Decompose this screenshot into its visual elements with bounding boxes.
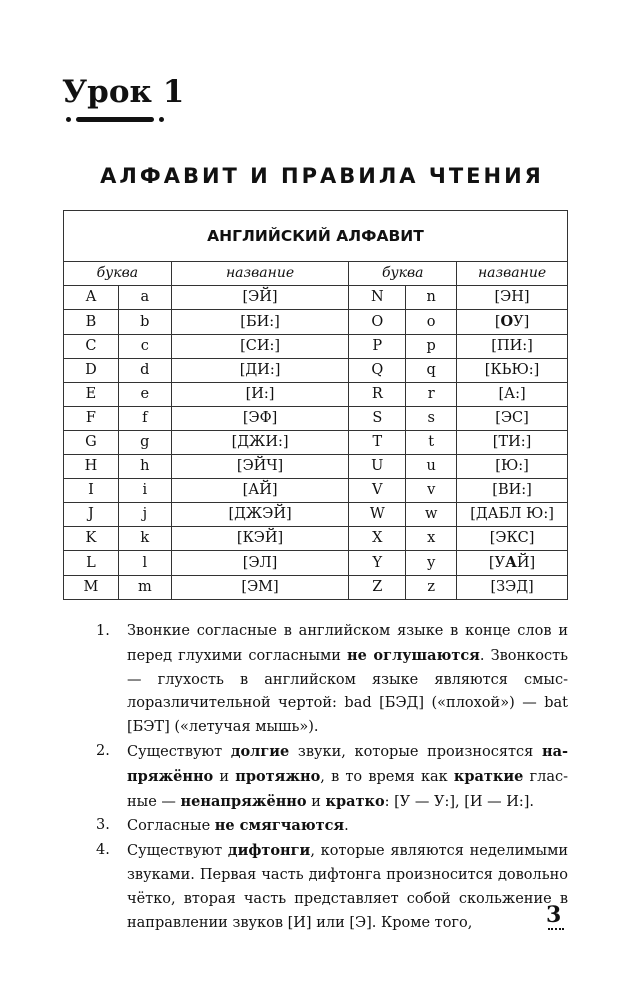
rule-emphasis: ненапряжённо [180,792,307,810]
table-row [64,407,568,431]
letter-lower: h [118,455,171,479]
rule-number: 3. [96,817,110,834]
letter-lower: u [406,455,457,479]
header-name-left: название [171,262,349,286]
section-title: АЛФАВИТ И ПРАВИЛА ЧТЕНИЯ [100,164,544,188]
letter-lower: a [118,286,171,310]
letter-lower: t [406,431,457,455]
rule-emphasis: не оглушаются [347,646,480,664]
letter-upper: L [64,551,119,576]
letter-lower: i [118,479,171,503]
letter-lower: b [118,310,171,335]
rule-emphasis: протяжно [235,767,321,785]
header-name-right: название [457,262,568,286]
rule-item [96,740,568,814]
stressed-part: А [505,554,517,571]
letter-upper: W [349,503,406,527]
table-row [64,551,568,576]
rule-emphasis: напряжённо [127,742,568,785]
letter-upper: G [64,431,119,455]
letter-upper: Q [349,359,406,383]
rule-text: Согласные [127,818,215,835]
letter-name: [ДЖИ:] [171,431,349,455]
rule-text: и [306,793,326,810]
letter-upper: F [64,407,119,431]
letter-upper: S [349,407,406,431]
rule-emphasis: долгие [230,742,290,760]
letter-name: [КЭЙ] [171,527,349,551]
letter-name: [БИ:] [171,310,349,335]
underline-dot-left [66,117,71,122]
letter-name: [АЙ] [171,479,349,503]
lesson-heading [62,72,184,132]
letter-upper: V [349,479,406,503]
letter-lower: v [406,479,457,503]
rule-text: . Звонкость — глухость в английском языке являются смыслоразличительной чертой: bad [БЭД] («плохой») — bat [БЭТ] («летучая мышь»). [127,647,569,736]
letter-upper: T [349,431,406,455]
letter-upper: P [349,335,406,359]
header-letter-right: буква [349,262,457,286]
table-row [64,503,568,527]
rule-emphasis: кратко [325,792,385,810]
letter-name: [Ю:] [457,455,568,479]
letter-upper: D [64,359,119,383]
table-caption: АНГЛИЙСКИЙ АЛФАВИТ [64,211,568,262]
lesson-title: Урок 1 [62,74,185,110]
page-number: 3 [546,902,562,928]
page-number-dots [548,928,564,933]
letter-name: [ДИ:] [171,359,349,383]
letter-upper: N [349,286,406,310]
rule-text: звуки, которые произносятся [289,743,542,760]
letter-upper: B [64,310,119,335]
table-row [64,576,568,600]
stressed-part: О [500,313,514,330]
rule-number: 1. [96,623,110,639]
letter-upper: K [64,527,119,551]
table-row [64,310,568,335]
letter-name: [ТИ:] [457,431,568,455]
letter-upper: Y [349,551,406,576]
letter-upper: U [349,455,406,479]
letter-lower: g [118,431,171,455]
letter-name: [КЬЮ:] [457,359,568,383]
letter-name: [И:] [171,383,349,407]
underline-bar [76,117,154,122]
table-caption-row [64,211,568,262]
alphabet-table [63,210,568,600]
letter-upper: A [64,286,119,310]
letter-lower: f [118,407,171,431]
letter-name: [ЭН] [457,286,568,310]
letter-lower: d [118,359,171,383]
table-row [64,286,568,310]
rules-list [96,620,568,935]
name-part: [У [488,555,506,571]
name-part: У] [513,314,530,330]
rule-text: , которые являются неделимыми звуками. Первая часть дифтонга произносится довольно чётко, вторая часть представляет собой скольжение в направлении звуков [И] или [Э]. Кроме того, [127,843,569,931]
letter-name: [ВИ:] [457,479,568,503]
table-row [64,455,568,479]
letter-lower: r [406,383,457,407]
table-row [64,383,568,407]
letter-lower: c [118,335,171,359]
letter-name: [ЭС] [457,407,568,431]
letter-lower: s [406,407,457,431]
letter-name: [ЭЙ] [171,286,349,310]
letter-lower: w [406,503,457,527]
letter-name: [ЭМ] [171,576,349,600]
letter-upper: I [64,479,119,503]
rule-text: гласные — [127,768,569,810]
lesson-underline [66,116,164,124]
letter-name: [ЭЛ] [171,551,349,576]
letter-name: [ПИ:] [457,335,568,359]
letter-name: [ДЖЭЙ] [171,503,349,527]
name-part: [ [494,314,501,330]
letter-name: [ЭКС] [457,527,568,551]
letter-name [457,551,568,576]
letter-upper: O [349,310,406,335]
letter-upper: X [349,527,406,551]
underline-dot-right [159,117,164,122]
letter-name: [ЭЙЧ] [171,455,349,479]
rule-text: Существуют [127,843,228,860]
letter-lower: z [406,576,457,600]
letter-lower: k [118,527,171,551]
rule-text: и [213,768,236,785]
table-row [64,431,568,455]
table-row [64,527,568,551]
header-letter-left: буква [64,262,172,286]
rule-text: Звонкие согласные в английском языке в конце слов и перед глухими согласными [127,623,568,664]
letter-upper: J [64,503,119,527]
letter-lower: o [406,310,457,335]
table-row [64,479,568,503]
letter-name: [ЗЭД] [457,576,568,600]
letter-lower: m [118,576,171,600]
rule-emphasis: дифтонги [227,842,311,860]
rule-emphasis: краткие [453,767,524,785]
letter-lower: q [406,359,457,383]
letter-upper: R [349,383,406,407]
rule-text: , в то время как [320,768,454,785]
letter-lower: l [118,551,171,576]
rule-item [96,814,568,839]
rule-item [96,620,568,740]
name-part: Й] [516,555,536,571]
table-row [64,359,568,383]
rule-number: 2. [96,742,110,759]
table-header-row [64,262,568,286]
letter-upper: C [64,335,119,359]
letter-lower: n [406,286,457,310]
letter-upper: M [64,576,119,600]
letter-name: [ЭФ] [171,407,349,431]
letter-lower: p [406,335,457,359]
letter-lower: e [118,383,171,407]
letter-name [457,310,568,335]
rule-text: : [У — У:], [И — И:]. [384,793,535,810]
letter-lower: x [406,527,457,551]
rule-text: . [344,818,349,835]
letter-lower: j [118,503,171,527]
table-row [64,335,568,359]
letter-lower: y [406,551,457,576]
letter-name: [ДАБЛ Ю:] [457,503,568,527]
letter-upper: Z [349,576,406,600]
rule-text: Существуют [127,743,231,760]
letter-name: [СИ:] [171,335,349,359]
letter-upper: H [64,455,119,479]
letter-name: [А:] [457,383,568,407]
rule-number: 4. [96,842,110,859]
letter-upper: E [64,383,119,407]
rule-item [96,839,568,935]
rule-emphasis: не смягчаются [214,817,345,835]
